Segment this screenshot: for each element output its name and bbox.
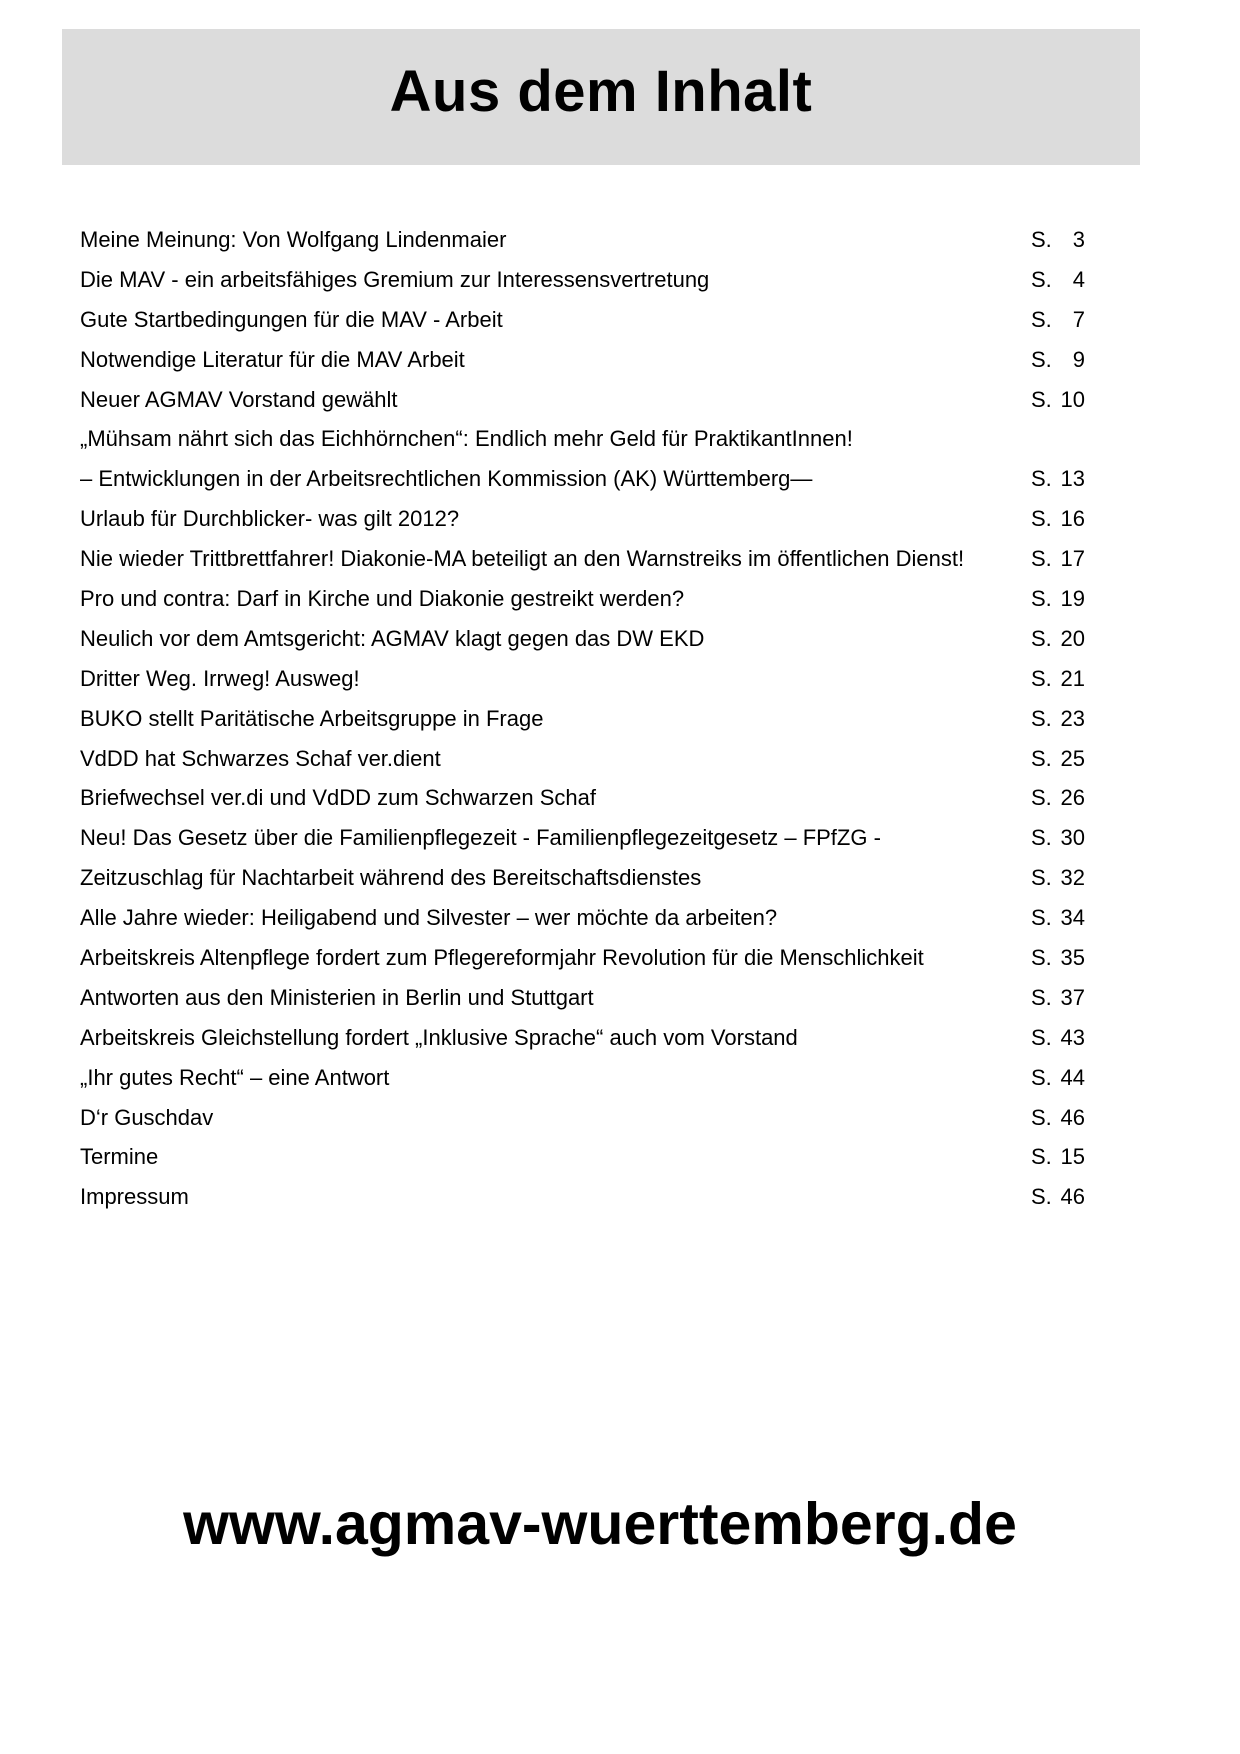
page-number: 46 [1060, 1184, 1085, 1210]
page-number: 9 [1072, 346, 1085, 372]
page-prefix: S. [1031, 984, 1052, 1010]
page-prefix: S. [1031, 1024, 1052, 1050]
toc-entry-title: – Entwicklungen in der Arbeitsrechtlichen Kommission (AK) Württemberg— [80, 466, 813, 492]
page-number: 46 [1060, 1104, 1085, 1130]
page-prefix: S. [1031, 1184, 1052, 1210]
toc-entry [80, 499, 1085, 539]
page-prefix: S. [1031, 745, 1052, 771]
page-number: 26 [1060, 785, 1085, 811]
page-prefix: S. [1031, 665, 1052, 691]
toc-entry [80, 260, 1085, 300]
toc-entry-title: Neu! Das Gesetz über die Familienpflegezeit - Familienpflegezeitgesetz – FPfZG - [80, 825, 881, 851]
page-prefix: S. [1031, 386, 1052, 412]
page-prefix: S. [1031, 266, 1052, 292]
title-banner [62, 29, 1140, 165]
page-number: 35 [1060, 945, 1085, 971]
toc-entry-title: Neuer AGMAV Vorstand gewählt [80, 386, 398, 412]
toc-entry [80, 1018, 1085, 1058]
page-prefix: S. [1031, 1144, 1052, 1170]
page-number: 23 [1060, 705, 1085, 731]
toc-entry [80, 858, 1085, 898]
page-number: 17 [1060, 546, 1085, 572]
toc-entry-title: Pro und contra: Darf in Kirche und Diakonie gestreikt werden? [80, 586, 685, 612]
page-number: 34 [1060, 905, 1085, 931]
toc-entry [80, 539, 1085, 579]
page-number: 21 [1060, 665, 1085, 691]
toc-entry-title: Urlaub für Durchblicker- was gilt 2012? [80, 506, 460, 532]
toc-entry-title: Meine Meinung: Von Wolfgang Lindenmaier [80, 227, 507, 252]
toc-entry-title: Dritter Weg. Irrweg! Ausweg! [80, 665, 360, 691]
toc-entry [80, 1177, 1085, 1217]
toc-entry [80, 1098, 1085, 1138]
toc-entry-title: D‘r Guschdav [80, 1104, 214, 1130]
toc-entry [80, 699, 1085, 739]
toc-entry [80, 220, 1085, 260]
page-prefix: S. [1031, 625, 1052, 651]
toc-entry [80, 659, 1085, 699]
toc-entry-title: Arbeitskreis Altenpflege fordert zum Pflegereformjahr Revolution für die Menschlichkeit [80, 945, 924, 971]
page-number: 25 [1060, 745, 1085, 771]
toc-entry [80, 300, 1085, 340]
page-number: 37 [1060, 984, 1085, 1010]
page-prefix: S. [1031, 945, 1052, 971]
toc-entry [80, 619, 1085, 659]
toc-entry [80, 898, 1085, 938]
page-number: 7 [1072, 306, 1085, 332]
page-prefix: S. [1031, 546, 1052, 572]
page-prefix: S. [1031, 306, 1052, 332]
page-number: 32 [1060, 865, 1085, 891]
page-number: 19 [1060, 586, 1085, 612]
toc-entry [80, 818, 1085, 858]
page-prefix: S. [1031, 227, 1052, 252]
toc-entry [80, 380, 1085, 420]
page-prefix: S. [1031, 785, 1052, 811]
page-prefix: S. [1031, 466, 1052, 492]
page-prefix: S. [1031, 705, 1052, 731]
toc-entry [80, 1137, 1085, 1177]
page-prefix: S. [1031, 865, 1052, 891]
toc-entry-title: Briefwechsel ver.di und VdDD zum Schwarzen Schaf [80, 785, 597, 811]
page-prefix: S. [1031, 1064, 1052, 1090]
toc-entry-title: VdDD hat Schwarzes Schaf ver.dient [80, 745, 441, 771]
page-number: 44 [1060, 1064, 1085, 1090]
page-number: 16 [1060, 506, 1085, 532]
toc-entry-title: BUKO stellt Paritätische Arbeitsgruppe in Frage [80, 705, 544, 731]
toc-entry-title: Zeitzuschlag für Nachtarbeit während des Bereitschaftsdienstes [80, 865, 702, 891]
page-number: 20 [1060, 625, 1085, 651]
page-number: 43 [1060, 1024, 1085, 1050]
toc-entry [80, 739, 1085, 779]
page-prefix: S. [1031, 346, 1052, 372]
toc-entry [80, 340, 1085, 380]
table-of-contents [80, 220, 1085, 1217]
toc-entry-title: Die MAV - ein arbeitsfähiges Gremium zur Interessensvertretung [80, 266, 710, 292]
toc-entry-title: Gute Startbedingungen für die MAV - Arbeit [80, 306, 503, 332]
page-number: 3 [1072, 227, 1085, 252]
toc-entry-title: Termine [80, 1144, 159, 1170]
page-prefix: S. [1031, 905, 1052, 931]
toc-entry-title: Impressum [80, 1184, 189, 1210]
page-prefix: S. [1031, 586, 1052, 612]
toc-entry [80, 778, 1085, 818]
toc-entry [80, 978, 1085, 1018]
page-number: 10 [1060, 386, 1085, 412]
page-number: 15 [1060, 1144, 1085, 1170]
toc-entry-title: „Ihr gutes Recht“ – eine Antwort [80, 1064, 390, 1090]
page-title: Aus dem Inhalt [389, 58, 813, 124]
toc-entry [80, 938, 1085, 978]
toc-entry-title: Antworten aus den Ministerien in Berlin und Stuttgart [80, 984, 594, 1010]
page-prefix: S. [1031, 506, 1052, 532]
page-prefix: S. [1031, 1104, 1052, 1130]
page-number: 4 [1072, 266, 1085, 292]
toc-entry [80, 1058, 1085, 1098]
page-prefix: S. [1031, 825, 1052, 851]
website-url[interactable]: www.agmav-wuerttemberg.de [183, 1491, 1017, 1557]
toc-entry [80, 419, 1085, 459]
toc-entry-title: Arbeitskreis Gleichstellung fordert „Inklusive Sprache“ auch vom Vorstand [80, 1024, 798, 1050]
toc-entry-title: Nie wieder Trittbrettfahrer! Diakonie-MA beteiligt an den Warnstreiks im öffentlichen Dienst! [80, 546, 965, 572]
toc-entry-title: Alle Jahre wieder: Heiligabend und Silvester – wer möchte da arbeiten? [80, 905, 778, 931]
toc-entry [80, 579, 1085, 619]
toc-entry-title: Neulich vor dem Amtsgericht: AGMAV klagt gegen das DW EKD [80, 625, 705, 651]
toc-entry-title: „Mühsam nährt sich das Eichhörnchen“: Endlich mehr Geld für PraktikantInnen! [80, 426, 853, 452]
page-number: 30 [1060, 825, 1085, 851]
toc-entry-title: Notwendige Literatur für die MAV Arbeit [80, 346, 465, 372]
page-number: 13 [1060, 466, 1085, 492]
toc-entry [80, 459, 1085, 499]
